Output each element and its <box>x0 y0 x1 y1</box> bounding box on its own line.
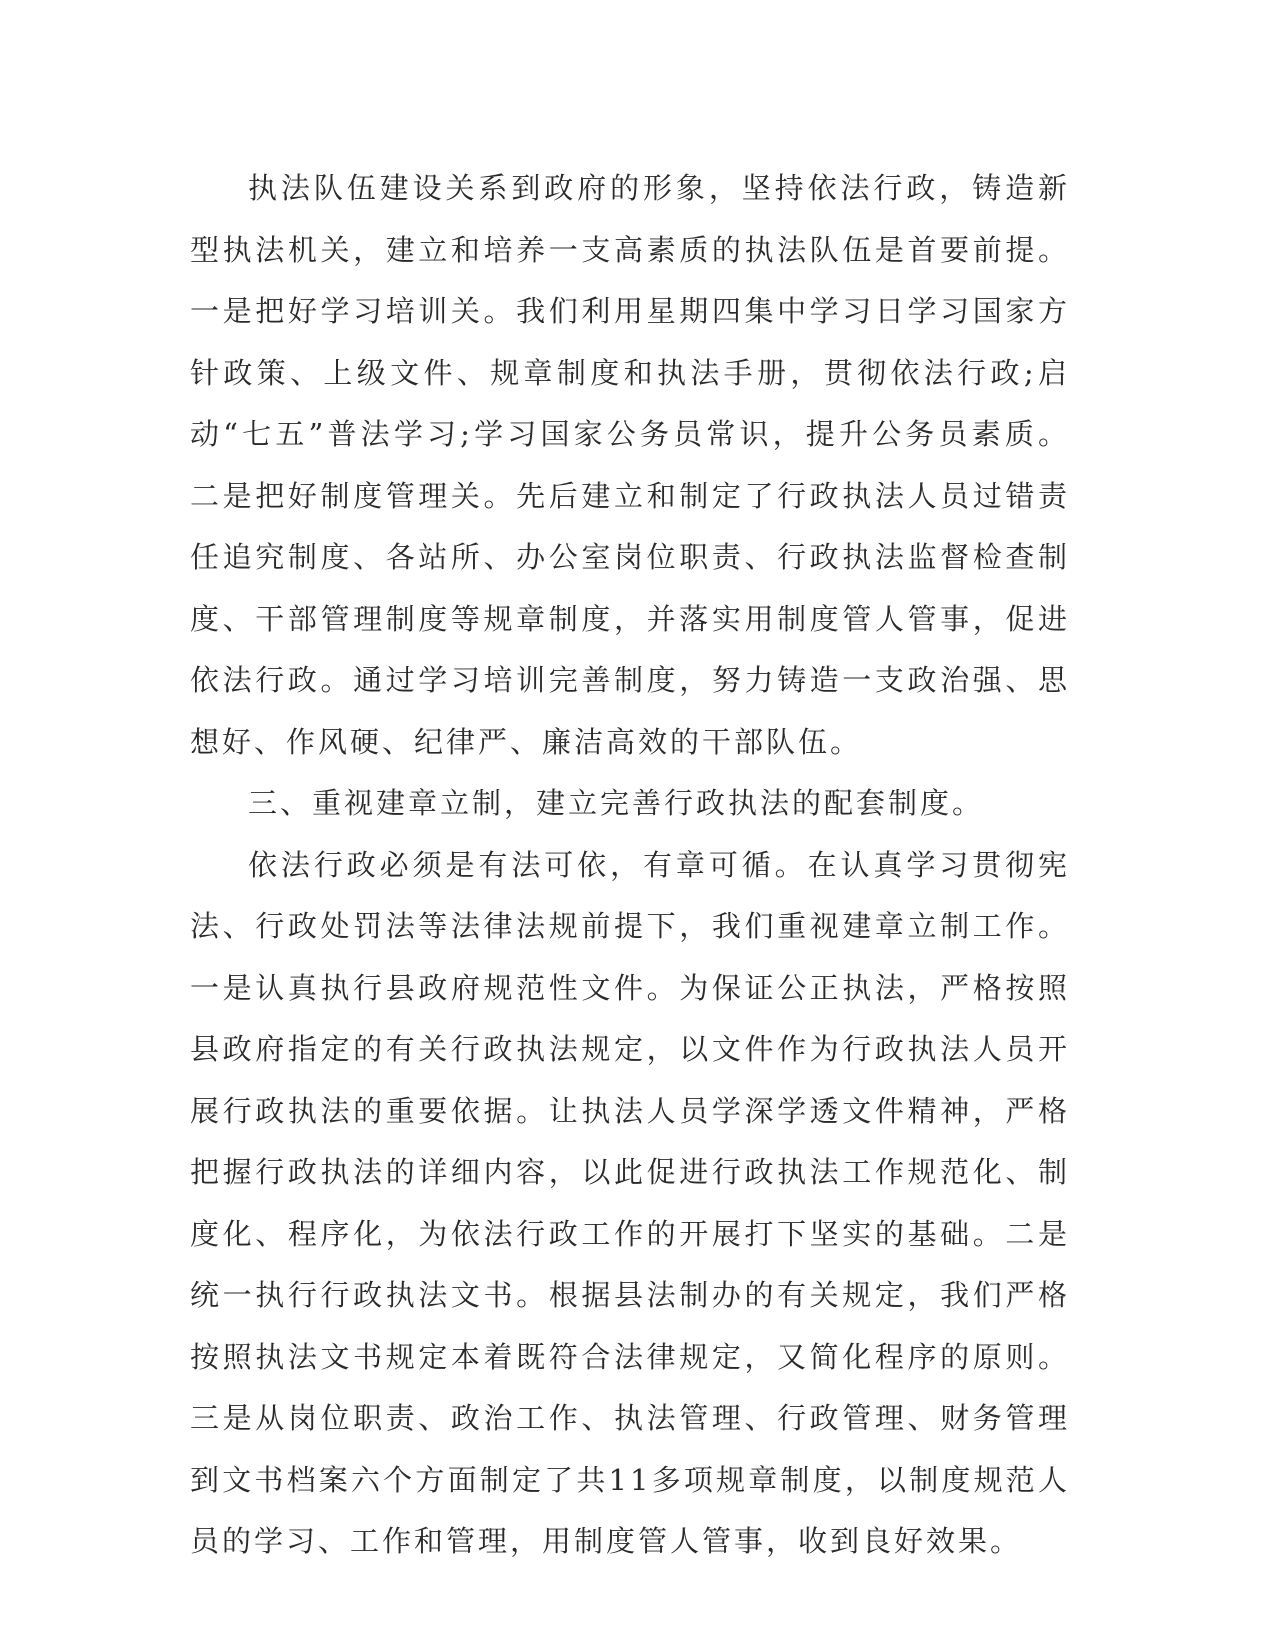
section-heading-rules-system: 三、重视建章立制，建立完善行政执法的配套制度。 <box>248 786 985 820</box>
paragraph-law-enforcement-team: 执法队伍建设关系到政府的形象，坚持依法行政，铸造新型执法机关，建立和培养一支高素质的执法队伍是首要前提。一是把好学习培训关。我们利用星期四集中学习日学习国家方针政策、上级文件、规章制度和执法手册，贯彻依法行政;启动“七五”普法学习;学习国家公务员常识，提升公务员素质。二是把好制度管理关。先后建立和制定了行政执法人员过错责任追究制度、各站所、办公室岗位职责、行政执法监督检查制度、干部管理制度等规章制度，并落实用制度管人管事，促进依法行政。通过学习培训完善制度，努力铸造一支政治强、思想好、作风硬、纪律严、廉洁高效的干部队伍。 <box>190 171 1070 759</box>
paragraph-administration-by-law: 依法行政必须是有法可依，有章可循。在认真学习贯彻宪法、行政处罚法等法律法规前提下，我们重视建章立制工作。一是认真执行县政府规范性文件。为保证公正执法，严格按照县政府指定的有关行政执法规定，以文件作为行政执法人员开展行政执法的重要依据。让执法人员学深学透文件精神，严格把握行政执法的详细内容，以此促进行政执法工作规范化、制度化、程序化，为依法行政工作的开展打下坚实的基础。二是统一执行行政执法文书。根据县法制办的有关规定，我们严格按照执法文书规定本着既符合法律规定，又简化程序的原则。三是从岗位职责、政治工作、执法管理、行政管理、财务管理到文书档案六个方面制定了共11多项规章制度，以制度规范人员的学习、工作和管理，用制度管人管事，收到良好效果。 <box>190 847 1070 1558</box>
document-body <box>190 158 1070 1573</box>
